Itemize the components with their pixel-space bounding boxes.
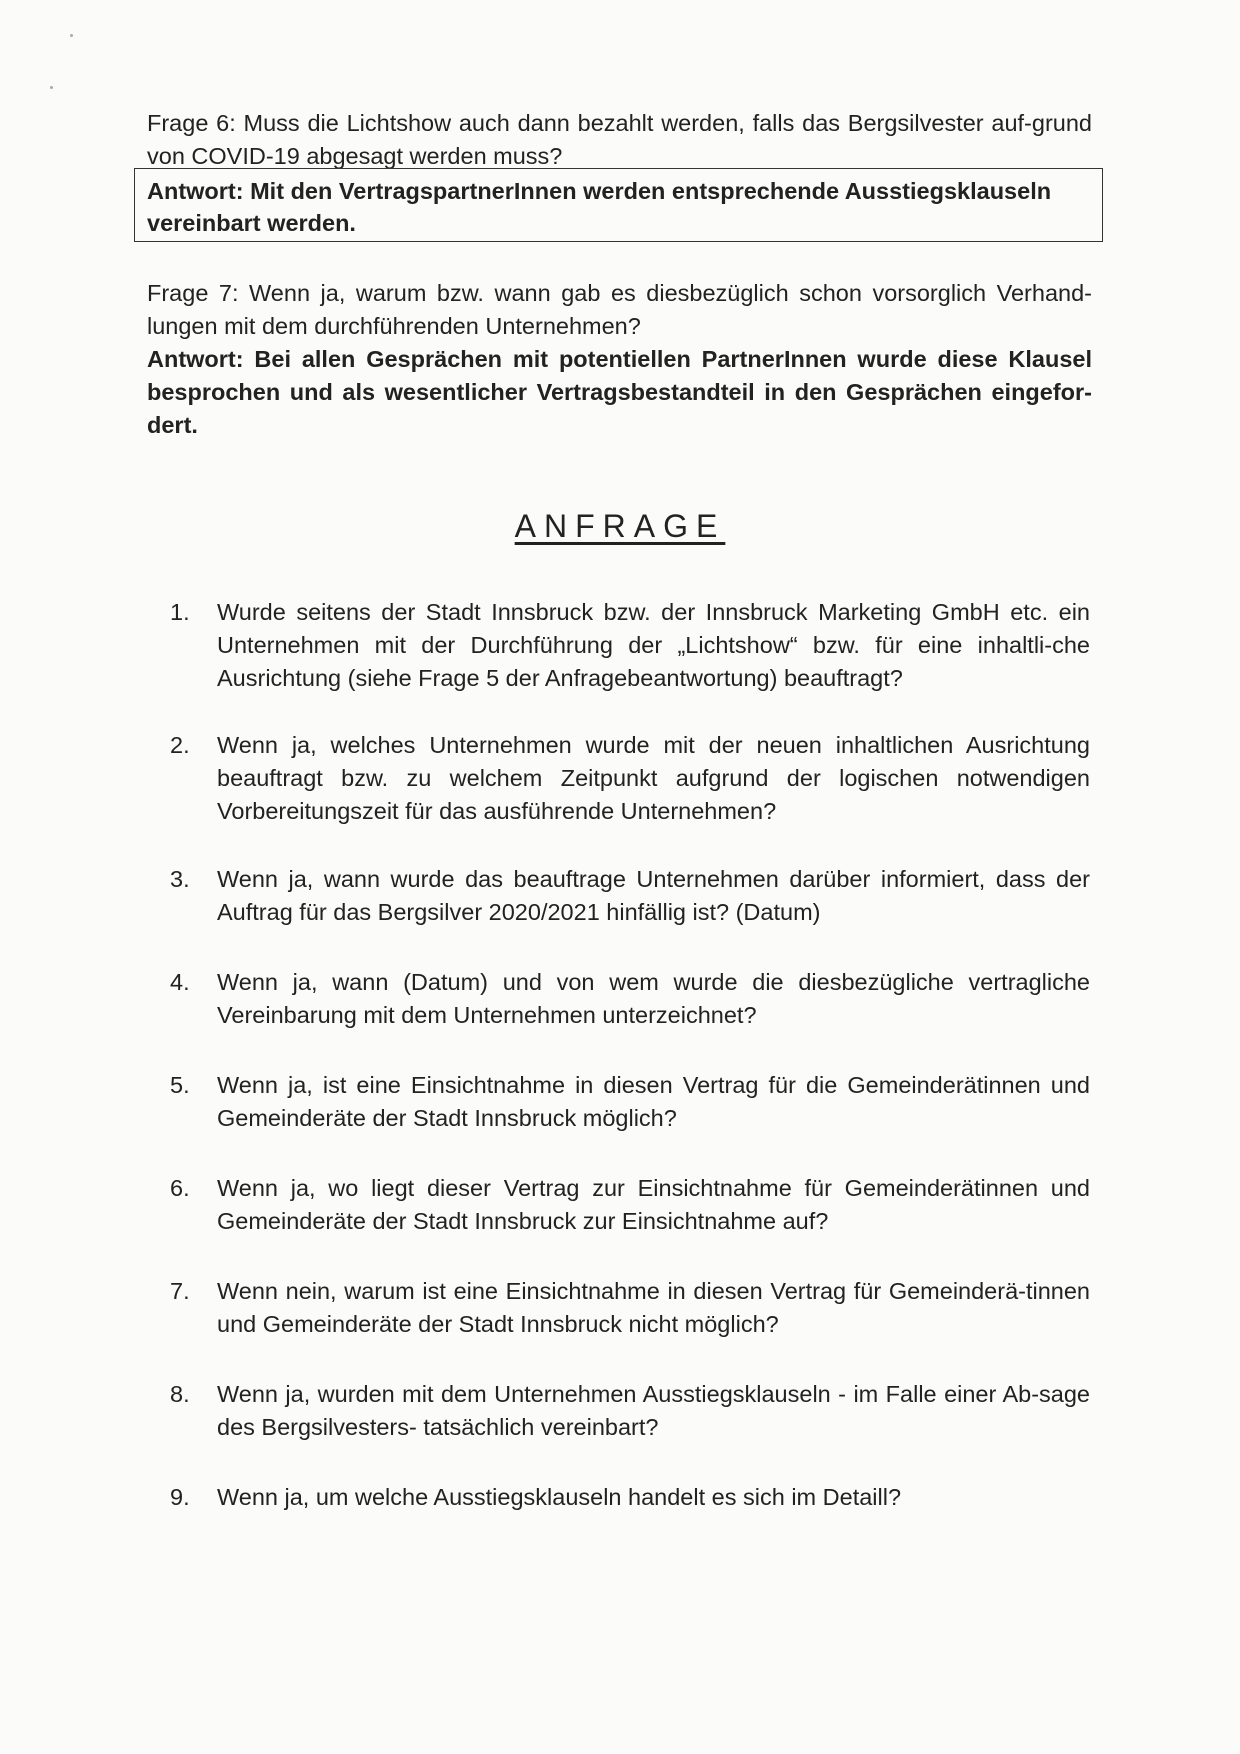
item-text: Wenn ja, um welche Ausstiegsklauseln handelt es sich im Detaill? <box>217 1484 902 1510</box>
item-number: 7. <box>170 1278 190 1304</box>
item-number: 1. <box>170 599 190 625</box>
item-number: 5. <box>170 1072 190 1098</box>
item-number: 4. <box>170 969 190 995</box>
item-text: Wurde seitens der Stadt Innsbruck bzw. der Innsbruck Marketing GmbH etc. ein Unternehmen mit der Durchführung der „Lichtshow“ bzw. für eine inhaltli-che Ausrichtung (siehe Frage 5 der Anfragebeantwortung) beauftragt? <box>217 599 1090 691</box>
item-text: Wenn ja, wurden mit dem Unternehmen Ausstiegsklauseln - im Falle einer Ab-sage des Bergsilvesters- tatsächlich vereinbart? <box>217 1381 1090 1440</box>
question-6-text: Frage 6: Muss die Lichtshow auch dann bezahlt werden, falls das Bergsilvester auf-grund von COVID-19 abgesagt werden muss? <box>147 110 1092 169</box>
section-heading <box>0 508 1240 545</box>
question-7-text: Frage 7: Wenn ja, warum bzw. wann gab es diesbezüglich schon vorsorglich Verhand-lungen mit dem durchführenden Unternehmen? <box>147 280 1092 339</box>
scan-speck <box>70 34 73 37</box>
question-7 <box>147 277 1092 442</box>
item-number: 2. <box>170 732 190 758</box>
heading-text: ANFRAGE <box>514 508 726 544</box>
item-text: Wenn ja, wann (Datum) und von wem wurde die diesbezügliche vertragliche Vereinbarung mit dem Unternehmen unterzeichnet? <box>217 969 1090 1028</box>
item-text: Wenn nein, warum ist eine Einsichtnahme in diesen Vertrag für Gemeinderä-tinnen und Gemeinderäte der Stadt Innsbruck nicht möglich? <box>217 1278 1090 1337</box>
item-text: Wenn ja, welches Unternehmen wurde mit der neuen inhaltlichen Ausrichtung beauftragt bzw. zu welchem Zeitpunkt aufgrund der logischen notwendigen Vorbereitungszeit für das ausführende Unternehmen? <box>217 732 1090 824</box>
item-number: 8. <box>170 1381 190 1407</box>
scan-speck <box>50 86 53 89</box>
answer-6-box <box>134 168 1103 242</box>
answer-6-text: Antwort: Mit den VertragspartnerInnen werden entsprechende Ausstiegsklauseln vereinbart werden. <box>147 178 1052 236</box>
item-text: Wenn ja, wo liegt dieser Vertrag zur Einsichtnahme für Gemeinderätinnen und Gemeinderäte der Stadt Innsbruck zur Einsichtnahme auf? <box>217 1175 1090 1234</box>
answer-7-text: Antwort: Bei allen Gesprächen mit potentiellen PartnerInnen wurde diese Klausel besprochen und als wesentlicher Vertragsbestandteil in den Gesprächen eingefor-dert. <box>147 346 1092 438</box>
question-6 <box>147 107 1092 173</box>
item-text: Wenn ja, ist eine Einsichtnahme in diesen Vertrag für die Gemeinderätinnen und Gemeinderäte der Stadt Innsbruck möglich? <box>217 1072 1090 1131</box>
item-number: 9. <box>170 1484 190 1510</box>
item-text: Wenn ja, wann wurde das beauftrage Unternehmen darüber informiert, dass der Auftrag für das Bergsilver 2020/2021 hinfällig ist? (Datum) <box>217 866 1090 925</box>
item-number: 6. <box>170 1175 190 1201</box>
item-number: 3. <box>170 866 190 892</box>
